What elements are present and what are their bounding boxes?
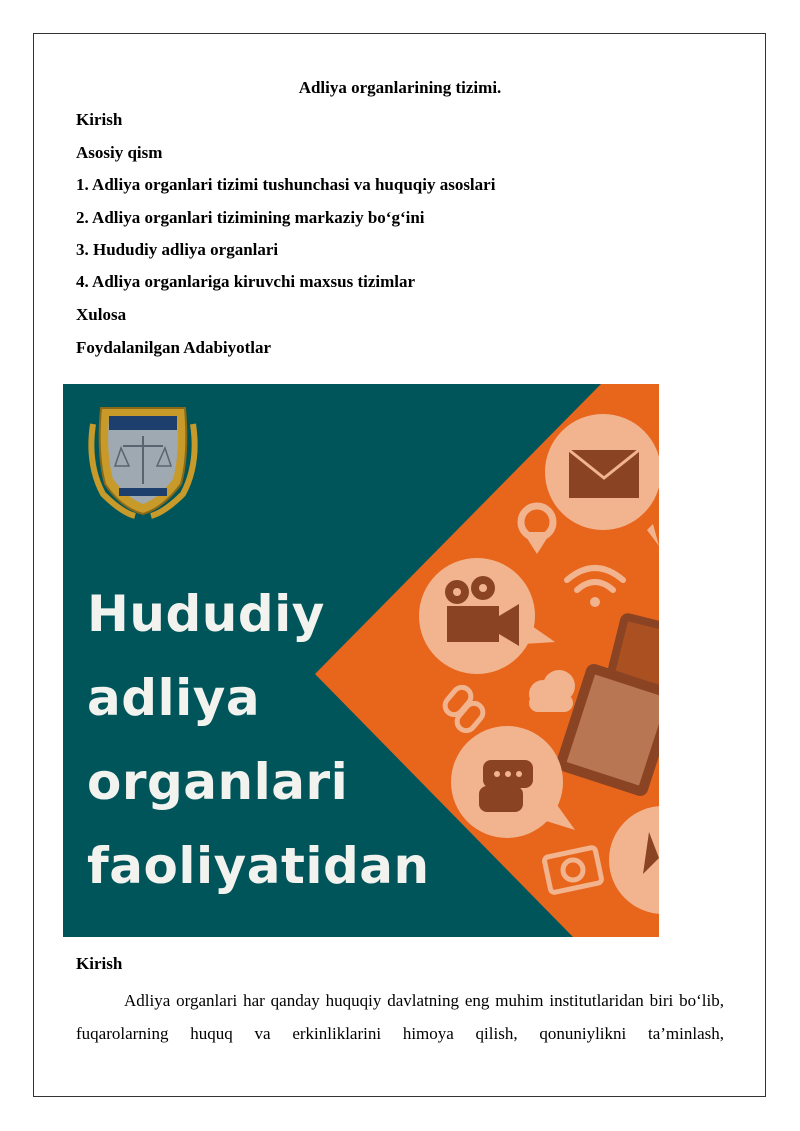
document-title: Adliya organlarining tizimi. [298, 78, 502, 97]
ministry-emblem-logo [91, 408, 194, 516]
toc-item-1: 1. Adliya organlari tizimi tushunchasi va huquqiy asoslari [76, 175, 496, 194]
banner-line-2: adliya [87, 669, 261, 727]
toc-item-xulosa: Xulosa [76, 305, 127, 324]
toc-item-kirish: Kirish [76, 110, 123, 129]
toc-item-adabiyotlar: Foydalanilgan Adabiyotlar [76, 338, 272, 357]
banner-line-3: organlari [87, 753, 349, 811]
toc-item-4: 4. Adliya organlariga kiruvchi maxsus tizimlar [76, 272, 416, 291]
intro-paragraph: Adliya organlari har qanday huquqiy davlatning eng muhim institutlaridan biri bo‘lib, fuqarolarning huquq va erkinliklarini himoya qilish, qonuniylikni ta’minlash, [76, 991, 724, 1043]
toc-item-3: 3. Hududiy adliya organlari [76, 240, 279, 259]
banner-line-1: Hududiy [87, 585, 325, 643]
section-heading-kirish: Kirish [76, 954, 123, 973]
banner-title [87, 572, 430, 908]
toc-item-2: 2. Adliya organlari tizimining markaziy bo‘g‘ini [76, 208, 425, 227]
banner-image [63, 384, 659, 937]
banner-line-4: faoliyatidan [87, 837, 430, 895]
toc-item-asosiy-qism: Asosiy qism [76, 143, 163, 162]
